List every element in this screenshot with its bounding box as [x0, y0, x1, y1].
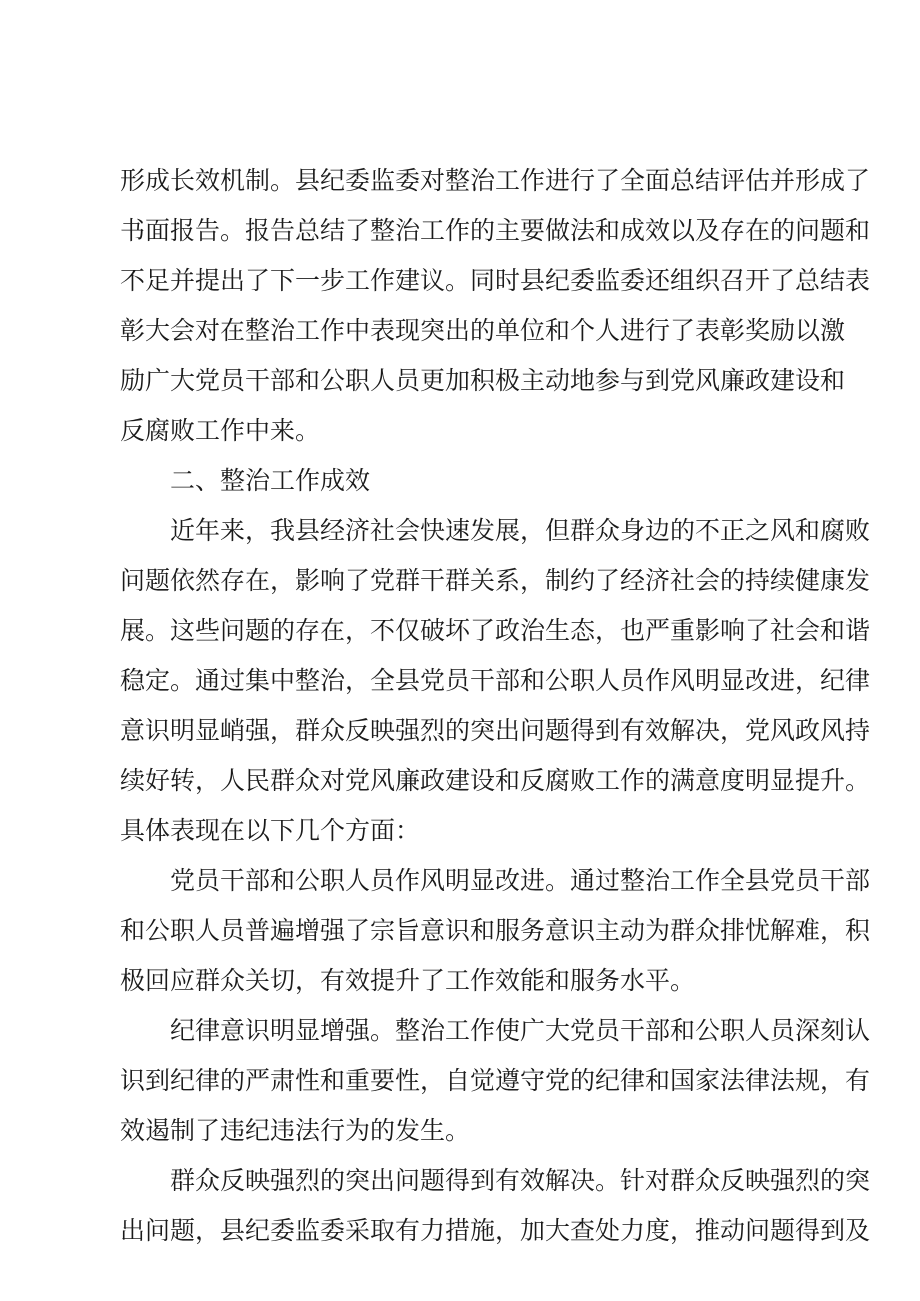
- paragraph-line: 群众反映强烈的突出问题得到有效解决。针对群众反映强烈的突: [170, 1166, 871, 1195]
- paragraph-line: 效遏制了违纪违法行为的发生。: [120, 1116, 471, 1145]
- paragraph-line: 续好转，人民群众对党风廉政建设和反腐败工作的满意度明显提升。: [120, 766, 871, 795]
- paragraph-line: 展。这些问题的存在，不仅破坏了政治生态，也严重影响了社会和谐: [120, 616, 871, 645]
- paragraph-line: 稳定。通过集中整治，全县党员干部和公职人员作风明显改进，纪律: [120, 666, 871, 695]
- paragraph-line: 形成长效机制。县纪委监委对整治工作进行了全面总结评估并形成了: [120, 166, 871, 195]
- paragraph-line: 彰大会对在整治工作中表现突出的单位和个人进行了表彰奖励以激: [120, 316, 846, 345]
- paragraph-line: 识到纪律的严肃性和重要性，自觉遵守党的纪律和国家法律法规，有: [120, 1066, 871, 1095]
- paragraph-line: 近年来，我县经济社会快速发展，但群众身边的不正之风和腐败: [170, 516, 871, 545]
- paragraph-line: 不足并提出了下一步工作建议。同时县纪委监委还组织召开了总结表: [120, 266, 871, 295]
- paragraph-line: 意识明显峭强，群众反映强烈的突出问题得到有效解决，党风政风持: [120, 716, 871, 745]
- paragraph-line: 党员干部和公职人员作风明显改进。通过整治工作全县党员干部: [170, 866, 871, 895]
- section-heading: 二、整治工作成效: [170, 466, 371, 495]
- paragraph-line: 和公职人员普遍增强了宗旨意识和服务意识主动为群众排忧解难，积: [120, 916, 871, 945]
- paragraph-line: 纪律意识明显增强。整治工作使广大党员干部和公职人员深刻认: [170, 1016, 871, 1045]
- paragraph-line: 书面报告。报告总结了整治工作的主要做法和成效以及存在的问题和: [120, 216, 871, 245]
- paragraph-line: 极回应群众关切，有效提升了工作效能和服务水平。: [120, 966, 696, 995]
- paragraph-line: 问题依然存在，影响了党群干群关系，制约了经济社会的持续健康发: [120, 566, 871, 595]
- paragraph-line: 励广大党员干部和公职人员更加积极主动地参与到党风廉政建设和: [120, 366, 846, 395]
- paragraph-line: 反腐败工作中来。: [120, 416, 321, 445]
- paragraph-line: 出问题，县纪委监委采取有力措施，加大查处力度，推动问题得到及: [120, 1216, 871, 1245]
- paragraph-line: 具体表现在以下几个方面：: [120, 816, 421, 845]
